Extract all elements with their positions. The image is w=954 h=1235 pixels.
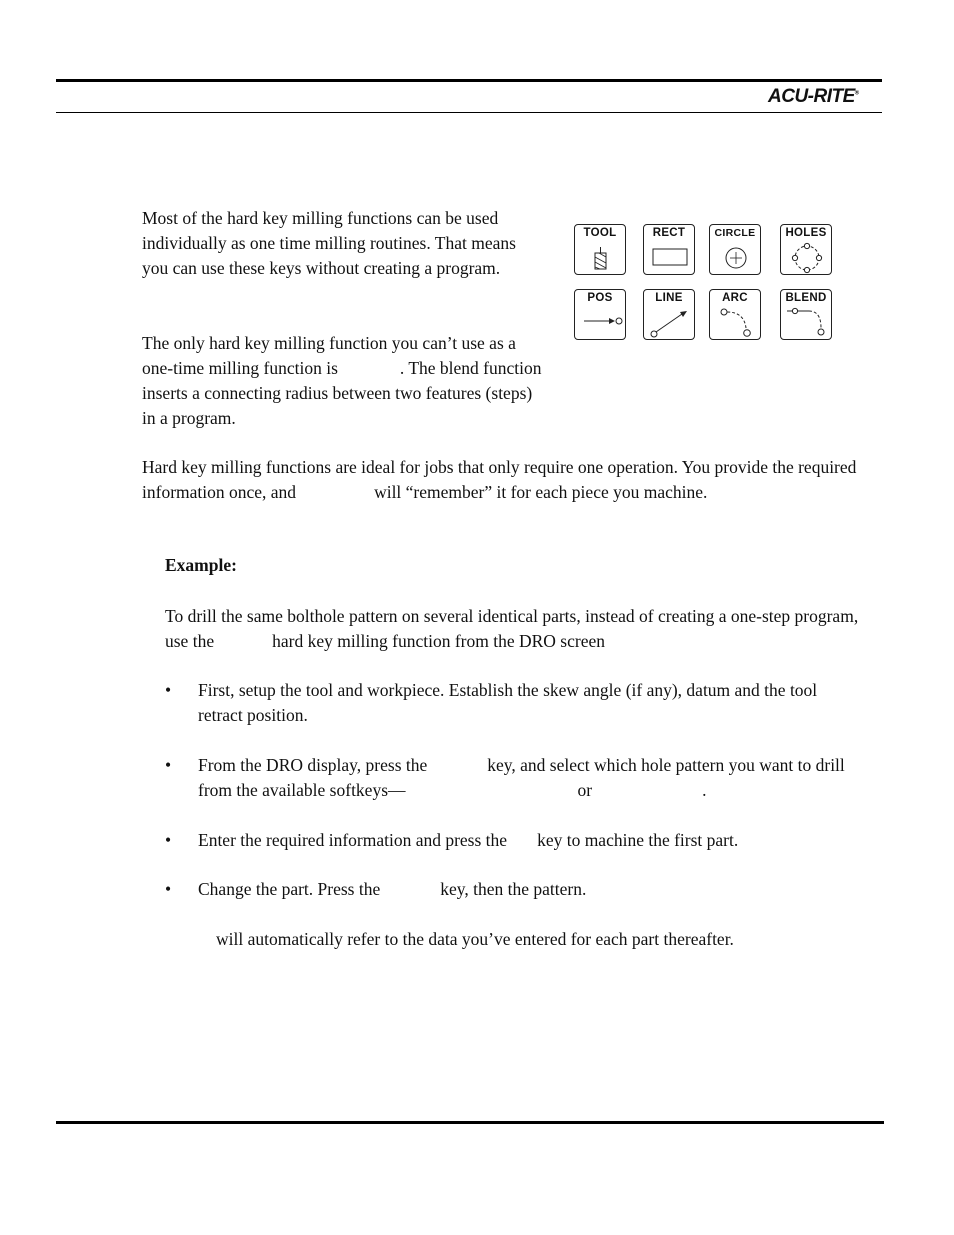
example-heading: Example:	[165, 555, 237, 575]
line-key[interactable]: LINE	[643, 289, 695, 340]
bullet-item-setup: First, setup the tool and workpiece. Establish the skew angle (if any), datum and the tool retract position.	[198, 680, 818, 725]
line-icon	[644, 306, 696, 340]
pos-key[interactable]: POS	[574, 289, 626, 340]
header-subrule	[56, 112, 882, 113]
bullet-glyph: •	[165, 680, 172, 700]
holes-key[interactable]: HOLES	[780, 224, 832, 275]
rectangle-icon	[644, 241, 696, 275]
bullet-item-enter-info: Enter the required information and press the key to machine the first part.	[198, 830, 739, 850]
circle-key[interactable]: CIRCLE	[709, 224, 761, 275]
header-rule	[56, 79, 882, 82]
arc-icon	[710, 306, 762, 340]
position-arrow-icon	[575, 306, 627, 340]
tool-icon	[575, 241, 627, 275]
closing-paragraph: will automatically refer to the data you’ve entered for each part thereafter.	[216, 929, 734, 949]
circle-icon	[710, 241, 762, 275]
intro-paragraph: Most of the hard key milling functions can be used individually as one time milling routines. That means you can use these keys without creating a program.	[142, 208, 516, 278]
bullet-glyph: •	[165, 830, 172, 850]
blend-key[interactable]: BLEND	[780, 289, 832, 340]
tool-key[interactable]: TOOL	[574, 224, 626, 275]
blend-paragraph: The only hard key milling function you can’t use as a one-time milling function is . The blend function inserts a connecting radius between two features (steps) in a program.	[142, 333, 542, 428]
footer-rule	[56, 1121, 884, 1124]
bullet-glyph: •	[165, 755, 172, 775]
bullet-item-change-part: Change the part. Press the key, then the pattern.	[198, 879, 587, 899]
example-paragraph: To drill the same bolthole pattern on several identical parts, instead of creating a one-step program, use the hard key milling function from the DRO screen	[165, 606, 859, 651]
rect-key[interactable]: RECT	[643, 224, 695, 275]
hard-key-paragraph: Hard key milling functions are ideal for jobs that only require one operation. You provide the required information once, and will “remember” it for each piece you machine.	[142, 457, 857, 502]
holes-icon	[781, 241, 833, 275]
blend-icon	[781, 306, 833, 340]
arc-key[interactable]: ARC	[709, 289, 761, 340]
bullet-item-select-pattern: From the DRO display, press the key, and select which hole pattern you want to drill from the available softkeys— or .	[198, 755, 845, 800]
bullet-glyph: •	[165, 879, 172, 899]
milling-keys-panel	[574, 224, 836, 344]
acu-rite-logo: ACU-RITE®	[768, 86, 859, 107]
